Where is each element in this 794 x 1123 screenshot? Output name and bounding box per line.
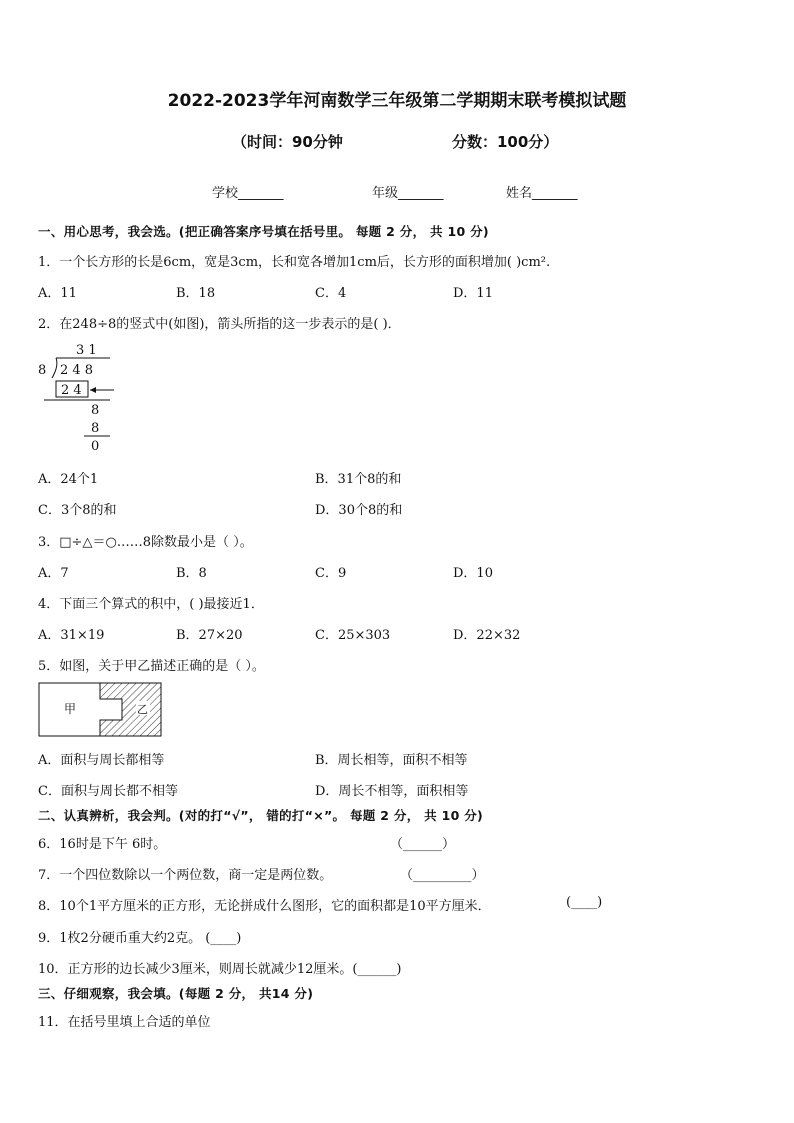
question-6: 6．16时是下午 6时。	[38, 837, 167, 852]
q4-option-a: A．31×19	[38, 628, 105, 643]
q3-option-a: A．7	[38, 566, 69, 581]
q1-option-c: C．4	[315, 286, 347, 301]
q3-option-c: C．9	[315, 566, 347, 581]
name-field: 姓名_______	[506, 186, 578, 201]
q2-option-d: D．30个8的和	[315, 503, 403, 518]
remainder1-text: 8	[91, 403, 100, 418]
q5-option-c: C．面积与周长都不相等	[38, 784, 178, 799]
left-arrow-icon	[90, 387, 96, 393]
q2-option-a: A．24个1	[38, 472, 99, 487]
divisor-text: 8	[38, 363, 47, 378]
q1-option-b: B．18	[176, 286, 216, 301]
q3-option-d: D．10	[453, 566, 493, 581]
question-4: 4．下面三个算式的积中，( )最接近1．	[38, 597, 264, 612]
school-field: 学校_______	[212, 186, 284, 201]
q7-answer-blank[interactable]: （_________）	[400, 868, 485, 883]
quotient-text: 3 1	[76, 343, 97, 358]
q5-option-a: A．面积与周长都相等	[38, 753, 165, 768]
q4-option-b: B．27×20	[176, 628, 243, 643]
step1-text: 2 4	[61, 383, 82, 398]
remainder2-text: 0	[91, 439, 100, 454]
section-1-heading: 一、用心思考，我会选。(把正确答案序号填在括号里。 每题 2 分， 共 10 分)	[38, 224, 489, 239]
question-3: 3．□÷△＝○……8除数最小是（ ）。	[38, 535, 253, 550]
q8-answer-blank[interactable]: (____)	[566, 895, 603, 910]
q2-option-b: B．31个8的和	[315, 472, 402, 487]
grade-field: 年级_______	[372, 186, 444, 201]
label-jia: 甲	[64, 702, 77, 716]
question-2: 2．在248÷8的竖式中(如图)，箭头所指的这一步表示的是( )．	[38, 317, 401, 332]
q2-option-c: C．3个8的和	[38, 503, 117, 518]
question-1: 1．一个长方形的长是6cm，宽是3cm，长和宽各增加1cm后，长方形的面积增加( )cm².	[38, 255, 551, 270]
q3-option-b: B．8	[176, 566, 207, 581]
dividend-text: 2 4 8	[60, 363, 94, 378]
q4-option-d: D．22×32	[453, 628, 521, 643]
question-9: 9．1枚2分硬币重大约2克。 (____)	[38, 931, 242, 946]
long-division-figure	[30, 336, 130, 458]
page-title: 2022-2023学年河南数学三年级第二学期期末联考模拟试题	[167, 91, 627, 111]
exam-score: 分数：100分）	[452, 133, 559, 151]
label-yi: 乙	[137, 703, 148, 716]
question-7: 7．一个四位数除以一个两位数，商一定是两位数。	[38, 868, 333, 883]
exam-time: （时间：90分钟	[232, 133, 343, 151]
q4-option-c: C．25×303	[315, 628, 391, 643]
area-perimeter-figure	[38, 682, 164, 738]
question-10: 10．正方形的边长减少3厘米，则周长就减少12厘米。(______)	[38, 962, 402, 977]
section-3-heading: 三、仔细观察，我会填。(每题 2 分， 共14 分)	[38, 986, 314, 1001]
step2-text: 8	[91, 421, 100, 436]
q1-option-a: A．11	[38, 286, 77, 301]
q5-option-b: B．周长相等，面积不相等	[315, 753, 468, 768]
question-11: 11．在括号里填上合适的单位	[38, 1015, 211, 1030]
q5-option-d: D．周长不相等，面积相等	[315, 784, 469, 799]
section-2-heading: 二、认真辨析，我会判。(对的打“√”， 错的打“×”。 每题 2 分， 共 10 分)	[38, 808, 484, 823]
question-8: 8．10个1平方厘米的正方形，无论拼成什么图形，它的面积都是10平方厘米．	[38, 899, 491, 914]
q6-answer-blank[interactable]: （______）	[390, 837, 456, 852]
q1-option-d: D．11	[453, 286, 493, 301]
question-5: 5．如图，关于甲乙描述正确的是（ ）。	[38, 659, 265, 674]
